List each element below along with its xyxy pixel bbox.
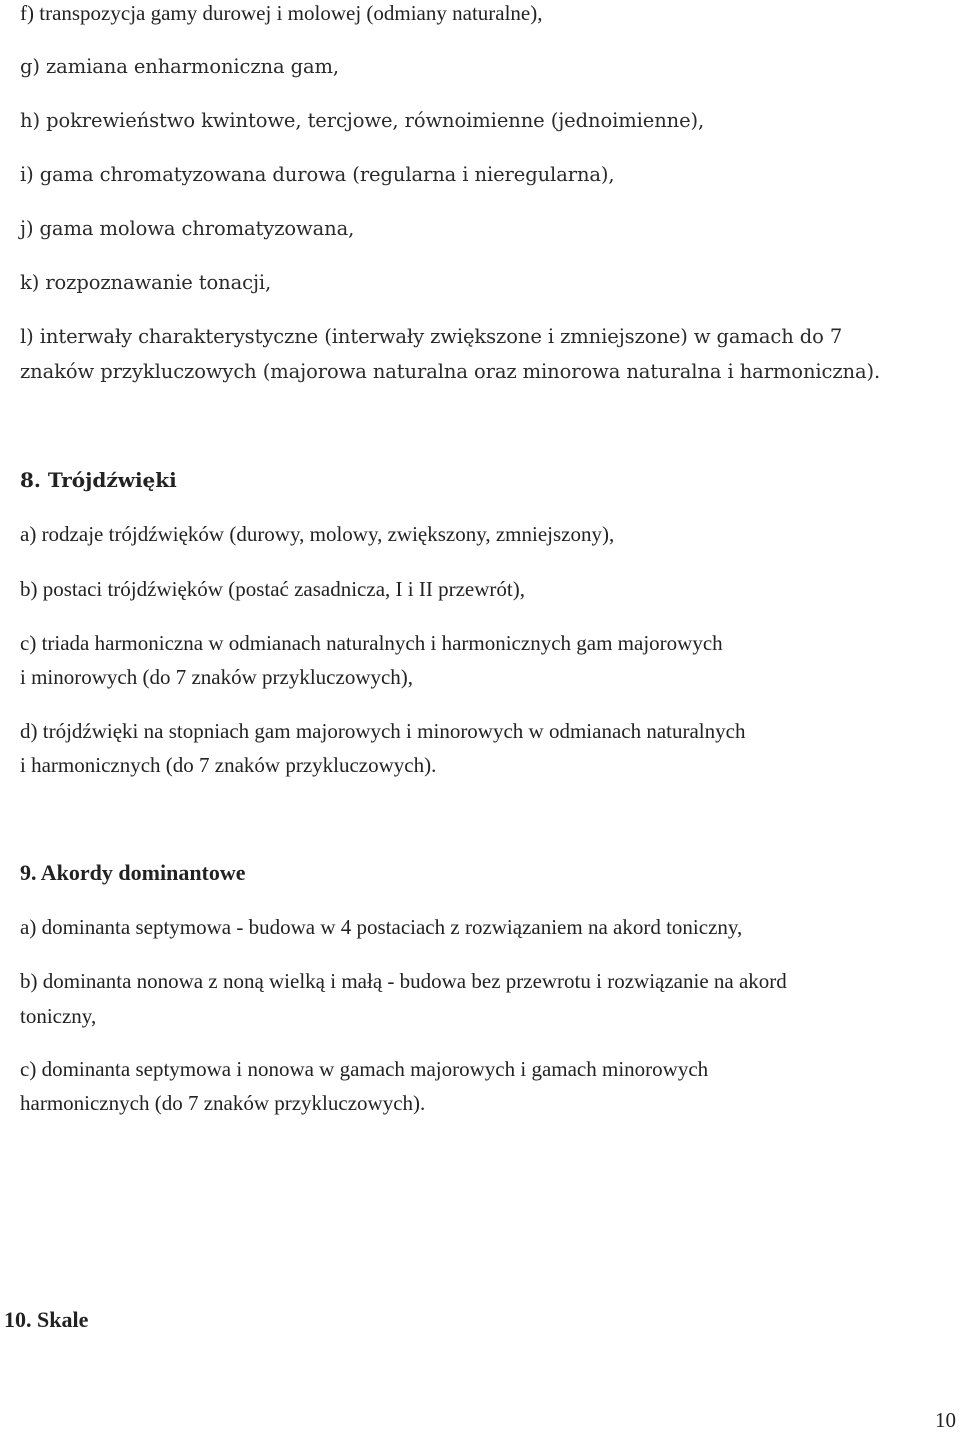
section-9-item-c-line2: harmonicznych (do 7 znaków przykluczowych). (20, 1091, 426, 1115)
section-8-item-a: a) rodzaje trójdźwięków (durowy, molowy, zwiększony, zmniejszony), (20, 522, 615, 546)
section-9-item-a: a) dominanta septymowa - budowa w 4 postaciach z rozwiązaniem na akord toniczny, (20, 915, 743, 939)
list-item-l-line2: znaków przykluczowych (majorowa naturalna oraz minorowa naturalna i harmoniczna). (20, 360, 881, 383)
list-item-h: h) pokrewieństwo kwintowe, tercjowe, równoimienne (jednoimienne), (20, 109, 705, 132)
section-9-heading: 9. Akordy dominantowe (20, 860, 246, 885)
section-8-heading: 8. Trójdźwięki (20, 468, 177, 492)
section-8-item-c-line2: i minorowych (do 7 znaków przykluczowych), (20, 665, 414, 689)
list-item-g: g) zamiana enharmoniczna gam, (20, 55, 340, 78)
section-9-item-b-line1: b) dominanta nonowa z noną wielką i małą - budowa bez przewrotu i rozwiązanie na akord (20, 969, 787, 993)
section-8-item-d-line2: i harmonicznych (do 7 znaków przykluczowych). (20, 753, 437, 777)
list-item-j: j) gama molowa chromatyzowana, (20, 217, 355, 240)
section-8-item-d-line1: d) trójdźwięki na stopniach gam majorowych i minorowych w odmianach naturalnych (20, 719, 746, 743)
list-item-k: k) rozpoznawanie tonacji, (20, 271, 272, 294)
page-number: 10 (935, 1408, 956, 1432)
section-8-item-b: b) postaci trójdźwięków (postać zasadnicza, I i II przewrót), (20, 577, 525, 601)
list-item-l-line1: l) interwały charakterystyczne (interwały zwiększone i zmniejszone) w gamach do 7 (20, 325, 843, 348)
list-item-f: f) transpozycja gamy durowej i molowej (odmiany naturalne), (20, 1, 543, 25)
list-item-i: i) gama chromatyzowana durowa (regularna i nieregularna), (20, 163, 615, 186)
section-10-heading: 10. Skale (4, 1307, 89, 1332)
section-9-item-c-line1: c) dominanta septymowa i nonowa w gamach majorowych i gamach minorowych (20, 1057, 709, 1081)
section-8-item-c-line1: c) triada harmoniczna w odmianach naturalnych i harmonicznych gam majorowych (20, 631, 723, 655)
section-9-item-b-line2: toniczny, (20, 1004, 97, 1028)
